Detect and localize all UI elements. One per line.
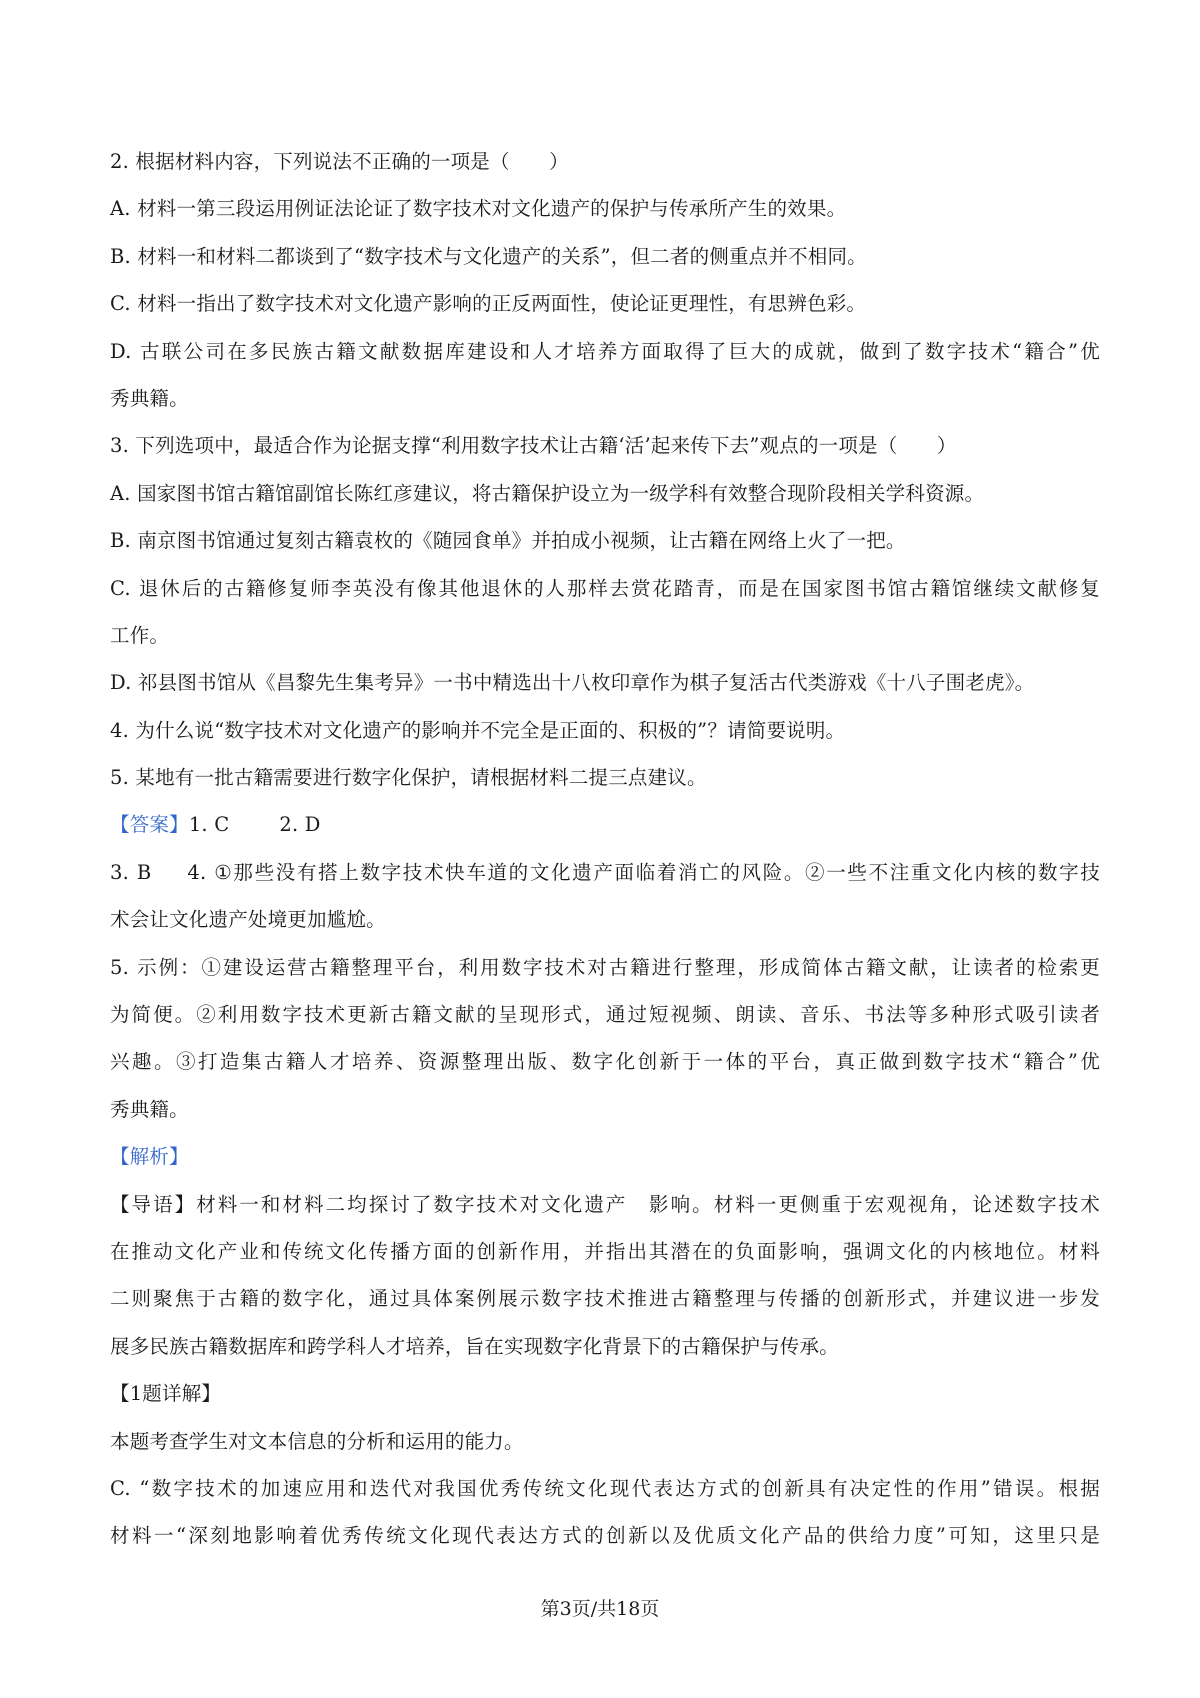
answer-1: 1. C bbox=[188, 813, 230, 837]
q2-option-d-line1: D. 古联公司在多民族古籍文献数据库建设和人才培养方面取得了巨大的成就，做到了数字技术“籍合”优 bbox=[110, 339, 1100, 363]
q2-option-a: A. 材料一第三段运用例证法论证了数字技术对文化遗产的保护与传承所产生的效果。 bbox=[110, 197, 847, 221]
q2-option-b: B. 材料一和材料二都谈到了“数字技术与文化遗产的关系”，但二者的侧重点并不相同。 bbox=[110, 244, 867, 268]
guide-line4: 展多民族古籍数据库和跨学科人才培养，旨在实现数字化背景下的古籍保护与传承。 bbox=[110, 1334, 839, 1358]
guide-line2: 在推动文化产业和传统文化传播方面的创新作用，并指出其潜在的负面影响，强调文化的内核地位。材料 bbox=[110, 1239, 1100, 1263]
q3-stem: 3. 下列选项中，最适合作为论据支撑“利用数字技术让古籍‘活’起来传下去”观点的一项是（ ） bbox=[110, 434, 957, 458]
answer-2: 2. D bbox=[279, 813, 321, 837]
answer-row-2 bbox=[110, 849, 1100, 896]
q1-detail-title: 【1题详解】 bbox=[110, 1382, 222, 1406]
answer-tag: 【答案】 bbox=[110, 813, 189, 837]
q2-option-d-line2: 秀典籍。 bbox=[110, 386, 189, 410]
answer-4-line1: 4. ①那些没有搭上数字技术快车道的文化遗产面临着消亡的风险。②一些不注重文化内核的数字技 bbox=[187, 860, 1100, 884]
q2-stem: 2. 根据材料内容，下列说法不正确的一项是（ ） bbox=[110, 150, 569, 173]
q3-option-c-line2: 工作。 bbox=[110, 623, 170, 647]
answer-row-1 bbox=[110, 801, 1100, 848]
guide-line3: 二则聚焦于古籍的数字化，通过具体案例展示数字技术推进古籍整理与传播的创新形式，并建议进一步发 bbox=[110, 1287, 1100, 1311]
answer-5-line2: 为简便。②利用数字技术更新古籍文献的呈现形式，通过短视频、朗读、音乐、书法等多种形式吸引读者 bbox=[110, 1003, 1100, 1027]
q2-option-c: C. 材料一指出了数字技术对文化遗产影响的正反两面性，使论证更理性，有思辨色彩。 bbox=[110, 292, 867, 316]
guide-line1: 【导语】材料一和材料二均探讨了数字技术对文化遗产 影响。材料一更侧重于宏观视角，论述数字技术 bbox=[110, 1192, 1100, 1216]
answer-3: 3. B bbox=[110, 860, 152, 884]
answer-5-line3: 兴趣。③打造集古籍人才培养、资源整理出版、数字化创新于一体的平台，真正做到数字技术“籍合”优 bbox=[110, 1050, 1100, 1074]
q4-stem: 4. 为什么说“数字技术对文化遗产的影响并不完全是正面的、积极的”？请简要说明。 bbox=[110, 718, 846, 742]
q1-detail-c-line2: 材料一“深刻地影响着优秀传统文化现代表达方式的创新以及优质文化产品的供给力度”可知，这里只是 bbox=[110, 1524, 1100, 1548]
document-body bbox=[110, 138, 1100, 1560]
q5-stem: 5. 某地有一批古籍需要进行数字化保护，请根据材料二提三点建议。 bbox=[110, 766, 707, 790]
q1-detail-intro: 本题考查学生对文本信息的分析和运用的能力。 bbox=[110, 1429, 524, 1453]
q3-option-d: D. 祁县图书馆从《昌黎先生集考异》一书中精选出十八枚印章作为棋子复活古代类游戏《十八子围老虎》。 bbox=[110, 671, 1035, 695]
analysis-tag: 【解析】 bbox=[110, 1145, 189, 1169]
q3-option-b: B. 南京图书馆通过复刻古籍袁枚的《随园食单》并拍成小视频，让古籍在网络上火了一把。 bbox=[110, 529, 906, 553]
q1-detail-c-line1: C. “数字技术的加速应用和迭代对我国优秀传统文化现代表达方式的创新具有决定性的作用”错误。根据 bbox=[110, 1476, 1100, 1500]
page-number: 第3页/共18页 bbox=[540, 1598, 660, 1620]
answer-5-line4: 秀典籍。 bbox=[110, 1097, 189, 1121]
answer-4-line2: 术会让文化遗产处境更加尴尬。 bbox=[110, 908, 386, 932]
q3-option-c-line1: C. 退休后的古籍修复师李英没有像其他退休的人那样去赏花踏青，而是在国家图书馆古籍馆继续文献修复 bbox=[110, 576, 1100, 600]
q3-option-a: A. 国家图书馆古籍馆副馆长陈红彦建议，将古籍保护设立为一级学科有效整合现阶段相关学科资源。 bbox=[110, 481, 985, 505]
answer-5-line1: 5. 示例：①建设运营古籍整理平台，利用数字技术对古籍进行整理，形成简体古籍文献，让读者的检索更 bbox=[110, 955, 1100, 979]
